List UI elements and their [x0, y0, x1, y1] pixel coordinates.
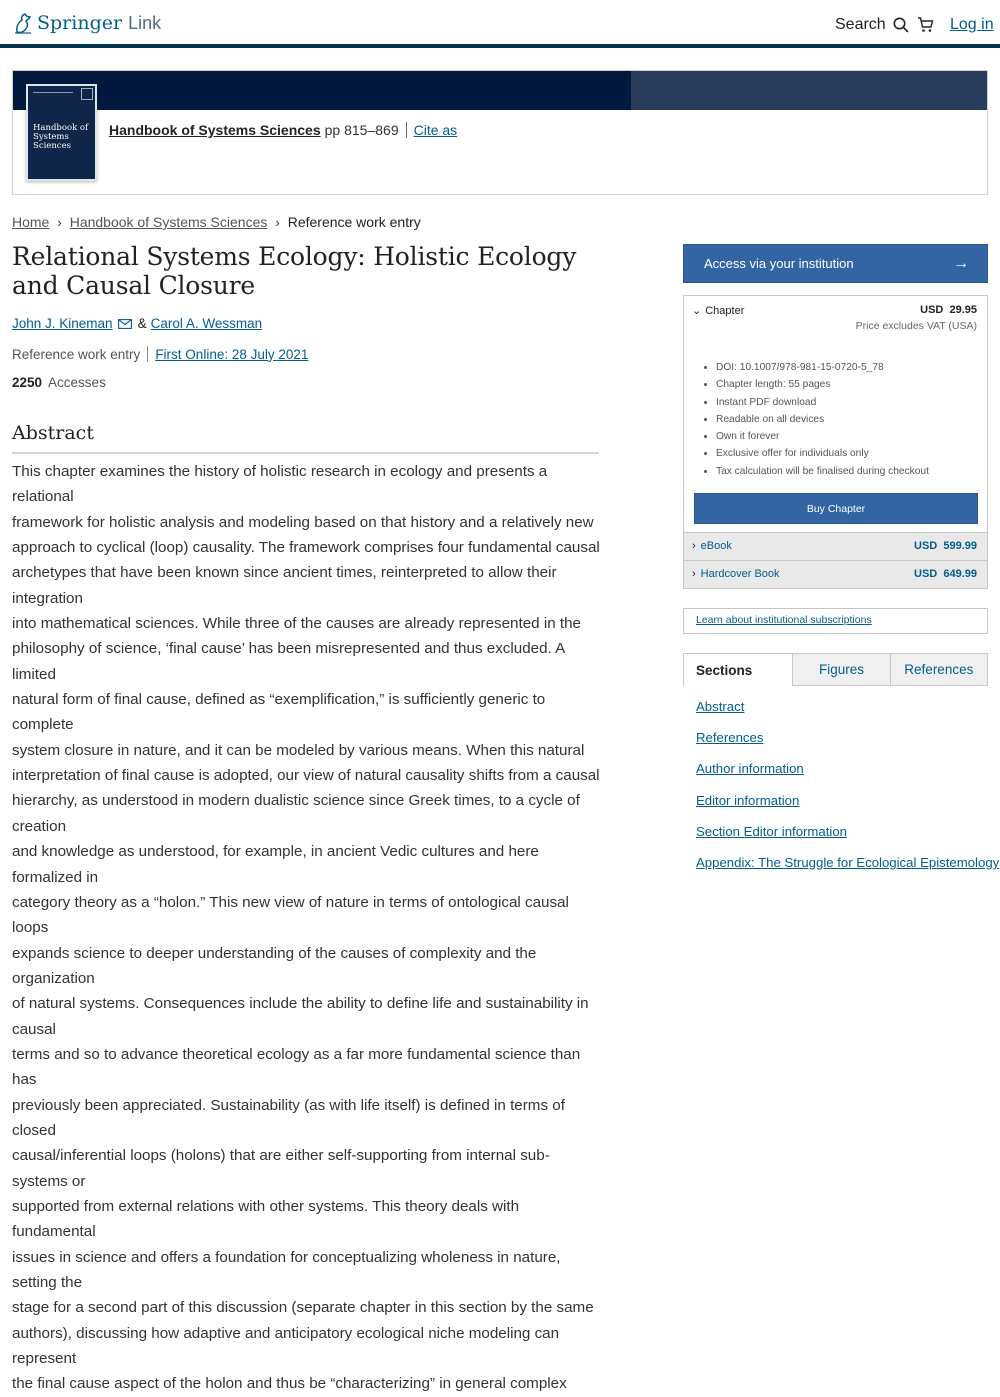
vat-note: Price excludes VAT (USA)	[855, 320, 977, 332]
sidebar-tabs	[683, 653, 988, 686]
abstract-text	[12, 459, 602, 1397]
section-link-author-information[interactable]: Author information	[696, 761, 804, 776]
cover-title: Handbook of Systems Sciences	[33, 123, 89, 151]
ebook-label: eBook	[700, 540, 732, 552]
banner-band	[13, 71, 631, 110]
institutional-subscriptions-box	[683, 608, 988, 634]
search-icon	[893, 17, 909, 33]
ebook-price: USD 599.99	[914, 540, 977, 552]
book-banner	[12, 70, 988, 195]
section-link-abstract[interactable]: Abstract	[696, 699, 745, 714]
accesses-label: Accesses	[48, 375, 106, 390]
author-link[interactable]: Carol A. Wessman	[150, 316, 263, 331]
section-link-references[interactable]: References	[696, 730, 764, 745]
abstract-line: system closure in nature, and it can be modeled by various means. When this natural	[12, 741, 585, 759]
expand-icon[interactable]	[81, 88, 93, 100]
springer-horse-icon	[13, 12, 33, 34]
feature-item: • Readable on all devices	[716, 411, 929, 428]
banner-band-right	[631, 71, 987, 110]
breadcrumb-book[interactable]: Handbook of Systems Sciences	[69, 214, 268, 230]
feature-item: • Chapter length: 55 pages	[716, 376, 929, 393]
logo-sub: Link	[128, 13, 162, 33]
breadcrumb-home[interactable]: Home	[12, 214, 50, 230]
chevron-down-icon: ⌄	[692, 305, 702, 317]
abstract-line: natural form of final cause, defined as “exemplification,” is sufficiently generic to complete	[12, 691, 546, 734]
feature-item: • Own it forever	[716, 428, 929, 445]
abstract-line: stage for a second part of this discussion (separate chapter in this section by the same	[12, 1299, 594, 1317]
book-cover[interactable]	[26, 84, 97, 181]
arrow-right-icon: →	[953, 255, 969, 272]
cover-editors	[33, 92, 73, 108]
search-button[interactable]	[835, 16, 909, 34]
author-link[interactable]: John J. Kineman	[12, 316, 113, 331]
login-link[interactable]: Log in	[950, 16, 994, 33]
abstract-line: philosophy of science, ‘final cause’ has been misrepresented and thus excluded. A limited	[12, 640, 565, 683]
book-info	[109, 122, 457, 138]
buybox	[683, 295, 988, 589]
first-online-link[interactable]: First Online: 28 July 2021	[155, 346, 309, 362]
cart-icon[interactable]	[917, 16, 934, 33]
feature-item: • Instant PDF download	[716, 394, 929, 411]
abstract-line: framework for holistic analysis and modeling based on that history and a relatively new	[12, 513, 594, 531]
feature-item: • DOI: 10.1007/978-981-15-0720-5_78	[716, 359, 929, 376]
accesses-number: 2250	[12, 375, 43, 390]
breadcrumb	[12, 214, 421, 230]
institutional-subscriptions-link[interactable]: Learn about institutional subscriptions	[696, 614, 872, 626]
abstract-line: supported from external relations with other systems. This theory deals with fundamental	[12, 1197, 520, 1241]
abstract-line: approach to cyclical (loop) causality. The framework comprises four fundamental causal	[12, 539, 600, 557]
chapter-label: Chapter	[705, 304, 745, 317]
book-title-link[interactable]: Handbook of Systems Sciences	[109, 122, 321, 138]
abstract-line: expands science to deeper understanding of the causes of complexity and the organization	[12, 944, 537, 987]
abstract-line: into mathematical sciences. While three of the causes are already represented in the	[12, 615, 581, 633]
tab-sections[interactable]: Sections	[684, 654, 792, 686]
chevron-right-icon: ›	[57, 214, 62, 230]
hardcover-option[interactable]	[684, 560, 987, 588]
abstract-line: authors), discussing how adaptive and anticipatory ecological niche modeling can represent	[12, 1324, 560, 1368]
abstract-line: category theory as a “holon.” This new view of nature in terms of ontological causal loops	[12, 893, 569, 937]
hardcover-price: USD 649.99	[914, 568, 977, 580]
ebook-toggle	[692, 540, 732, 552]
tab-figures[interactable]: Figures	[792, 654, 889, 686]
divider	[406, 122, 407, 138]
abstract-line: interpretation of final cause is adopted, our view of natural causality shifts from a causal	[12, 767, 600, 785]
cite-as-link[interactable]: Cite as	[413, 122, 458, 138]
divider	[147, 346, 148, 362]
section-link-appendix[interactable]: Appendix: The Struggle for Ecological Epistemology	[696, 855, 1000, 870]
section-link-editor-information[interactable]: Editor information	[696, 793, 800, 808]
logo-main: Springer	[37, 12, 123, 34]
ebook-option[interactable]	[684, 532, 987, 560]
abstract-line: and knowledge as understood, for example, in ancient Vedic cultures and here formalized in	[12, 843, 539, 886]
chapter-price: USD 29.95	[920, 304, 977, 316]
page-title: Relational Systems Ecology: Holistic Ecology and Causal Closure	[12, 242, 577, 300]
tab-references[interactable]: References	[890, 654, 987, 686]
abstract-heading: Abstract	[12, 422, 599, 454]
hardcover-toggle	[692, 568, 780, 580]
abstract-line: of natural systems. Consequences include the ability to define life and sustainability in causal	[12, 995, 589, 1038]
section-link-section-editor-information[interactable]: Section Editor information	[696, 824, 847, 839]
access-button-label: Access via your institution	[704, 256, 854, 271]
chevron-right-icon: ›	[275, 214, 280, 230]
abstract-line: archetypes that have been known since ancient times, reinterpreted to allow their integration	[12, 564, 557, 607]
buy-chapter-button[interactable]: Buy Chapter	[694, 493, 978, 524]
author-separator: &	[137, 316, 147, 331]
abstract-line: causal/inferential loops (holons) that are either self-supporting from internal sub-systems or	[12, 1147, 550, 1190]
search-label: Search	[835, 16, 886, 33]
abstract-line: hierarchy, as understood in modern dualistic science since Greek times, to a cycle of creation	[12, 792, 580, 835]
abstract-line: terms and so to advance theoretical ecology as a far more fundamental science than has	[12, 1045, 581, 1089]
article-meta	[12, 346, 308, 362]
top-navigation-bar	[0, 0, 1000, 48]
accesses-count	[12, 375, 106, 390]
abstract-line: the final cause aspect of the holon and thus be “characterizing” in general complex	[12, 1375, 567, 1393]
springer-link-logo[interactable]	[13, 12, 161, 34]
feature-item: • Exclusive offer for individuals only	[716, 445, 929, 462]
page-range: pp 815–869	[324, 122, 399, 138]
content-type: Reference work entry	[12, 346, 141, 362]
feature-item: • Tax calculation will be finalised during checkout	[716, 463, 929, 480]
abstract-line: This chapter examines the history of holistic research in ecology and presents a relational	[12, 463, 548, 506]
breadcrumb-current: Reference work entry	[287, 214, 421, 230]
hardcover-label: Hardcover Book	[700, 568, 780, 580]
author-list	[12, 316, 262, 331]
chapter-features	[716, 359, 929, 480]
email-icon[interactable]	[118, 319, 132, 329]
chapter-toggle[interactable]	[692, 304, 744, 317]
abstract-line: previously been appreciated. Sustainability (as with life itself) is defined in terms of closed	[12, 1096, 565, 1139]
chevron-right-icon: ›	[692, 568, 696, 580]
chevron-right-icon: ›	[692, 540, 696, 552]
access-via-institution-button[interactable]	[683, 244, 988, 283]
sections-list	[683, 686, 1000, 870]
abstract-line: issues in science and offers a foundation for conceptualizing wholeness in nature, setting the	[12, 1248, 561, 1291]
logo-text	[37, 12, 161, 34]
